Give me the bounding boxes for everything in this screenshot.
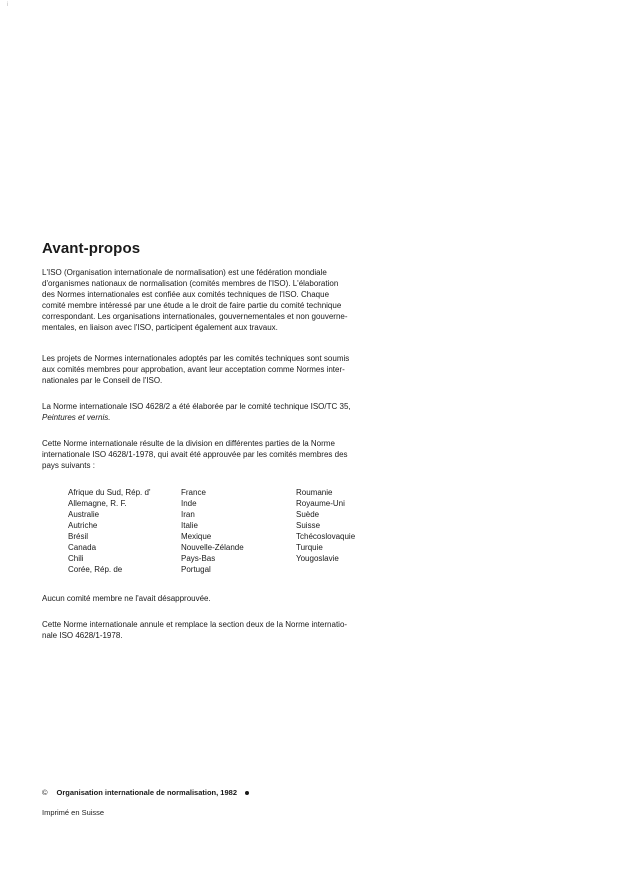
country-item: Italie bbox=[181, 521, 198, 530]
country-item: France bbox=[181, 488, 206, 497]
printed-in-note: Imprimé en Suisse bbox=[42, 808, 105, 817]
paragraph-no-disapproval bbox=[42, 593, 390, 604]
text-line: des Normes internationales est confiée aux comités techniques de l'ISO. Chaque bbox=[42, 290, 330, 299]
text-line: d'organismes nationaux de normalisation (comités membres de l'ISO). L'élaboration bbox=[42, 279, 339, 288]
text-line: Cette Norme internationale annule et remplace la section deux de la Norme internatio- bbox=[42, 620, 348, 629]
paragraph-technical-committee bbox=[42, 401, 390, 423]
text-line: Cette Norme internationale résulte de la division en différentes parties de la Norme bbox=[42, 439, 335, 448]
country-item: Suède bbox=[296, 510, 320, 519]
country-item: Nouvelle-Zélande bbox=[181, 543, 244, 552]
country-item: Portugal bbox=[181, 565, 211, 574]
text-line: nale ISO 4628/1-1978. bbox=[42, 631, 123, 640]
paragraph-draft-approval bbox=[42, 353, 390, 386]
copyright-icon: © bbox=[42, 788, 48, 797]
country-item: Mexique bbox=[181, 532, 212, 541]
country-item: Inde bbox=[181, 499, 197, 508]
copyright-line bbox=[42, 788, 249, 797]
country-item: Tchécoslovaquie bbox=[296, 532, 356, 541]
country-item: Chili bbox=[68, 554, 84, 563]
text-line: pays suivants : bbox=[42, 461, 95, 470]
text-line: L'ISO (Organisation internationale de normalisation) est une fédération mondiale bbox=[42, 268, 327, 277]
text-line: aux comités membres pour approbation, avant leur acceptation comme Normes inter- bbox=[42, 365, 345, 374]
text-line: La Norme internationale ISO 4628/2 a été élaborée par le comité technique ISO/TC 35, bbox=[42, 402, 351, 411]
country-item: Canada bbox=[68, 543, 97, 552]
committee-name: Peintures et vernis. bbox=[42, 413, 111, 422]
text-line: nationales par le Conseil de l'ISO. bbox=[42, 376, 163, 385]
page-title: Avant-propos bbox=[42, 240, 141, 257]
country-item: Yougoslavie bbox=[296, 554, 339, 563]
copyright-organisation: Organisation internationale de normalisation, 1982 bbox=[56, 788, 237, 797]
text-line: internationale ISO 4628/1-1978, qui avait été approuvée par les comités membres des bbox=[42, 450, 348, 459]
country-item: Allemagne, R. F. bbox=[68, 499, 127, 508]
country-item: Royaume-Uni bbox=[296, 499, 345, 508]
country-item: Afrique du Sud, Rép. d' bbox=[68, 488, 151, 497]
country-list-column-1 bbox=[68, 487, 150, 575]
country-list-column-3 bbox=[296, 487, 355, 564]
country-item: Pays-Bas bbox=[181, 554, 216, 563]
text-line: comité membre intéressé par une étude a le droit de faire partie du comité technique bbox=[42, 301, 342, 310]
country-list-column-2 bbox=[181, 487, 244, 575]
country-item: Corée, Rép. de bbox=[68, 565, 123, 574]
corner-mark: i bbox=[7, 2, 9, 8]
text-line: mentales, en liaison avec l'ISO, participent également aux travaux. bbox=[42, 323, 278, 332]
bullet-dot-icon bbox=[245, 791, 249, 795]
paragraph-iso-intro bbox=[42, 267, 390, 333]
text-line: correspondant. Les organisations internationales, gouvernementales et non gouverne- bbox=[42, 312, 348, 321]
country-item: Iran bbox=[181, 510, 195, 519]
paragraph-cancels-replaces bbox=[42, 619, 390, 641]
text-line: Aucun comité membre ne l'avait désapprouvée. bbox=[42, 594, 211, 603]
text-line: Les projets de Normes internationales adoptés par les comités techniques sont soumis bbox=[42, 354, 350, 363]
paragraph-standard-origin bbox=[42, 438, 390, 471]
country-item: Brésil bbox=[68, 532, 89, 541]
country-item: Roumanie bbox=[296, 488, 333, 497]
country-item: Turquie bbox=[296, 543, 323, 552]
country-item: Australie bbox=[68, 510, 100, 519]
country-item: Autriche bbox=[68, 521, 98, 530]
country-item: Suisse bbox=[296, 521, 321, 530]
